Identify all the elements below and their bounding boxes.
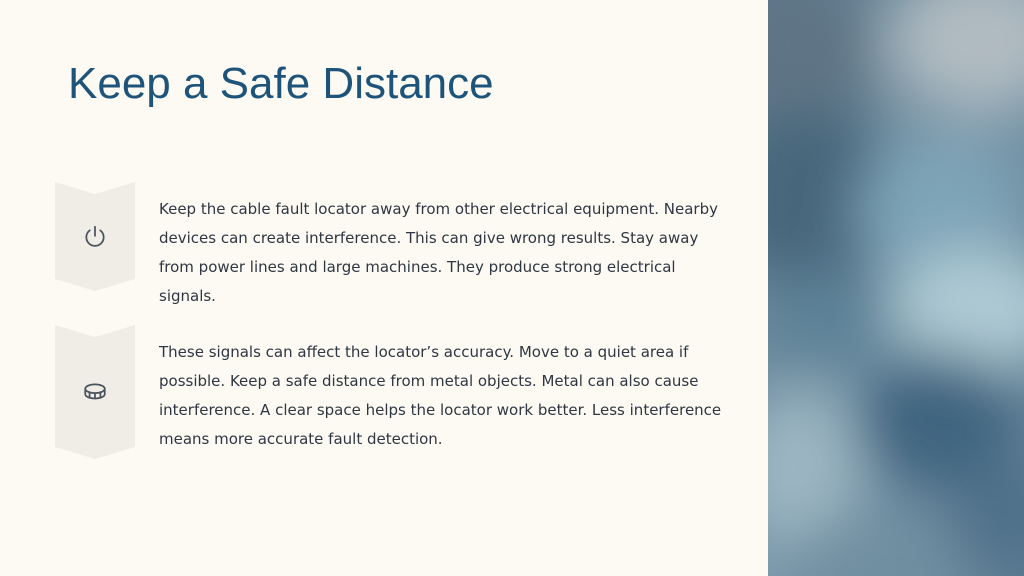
item-marker-power xyxy=(55,182,135,291)
power-icon xyxy=(82,224,108,250)
coin-icon xyxy=(82,379,108,405)
item-marker-coin xyxy=(55,325,135,459)
decorative-photo xyxy=(768,0,1024,576)
paragraph-quiet-area: These signals can affect the locator’s accuracy. Move to a quiet area if possible. Keep a safe distance from metal objects. Metal can also cause interference. A clear space helps the locator work better. Less interference means more accurate fault detection. xyxy=(159,343,722,448)
paragraph-interference-sources: Keep the cable fault locator away from other electrical equipment. Nearby devices can create interference. This can give wrong results. Stay away from power lines and large machines. They produce strong electrical signals. xyxy=(159,200,718,305)
slide-title: Keep a Safe Distance xyxy=(68,59,494,108)
blurred-photo-image xyxy=(768,0,1024,576)
